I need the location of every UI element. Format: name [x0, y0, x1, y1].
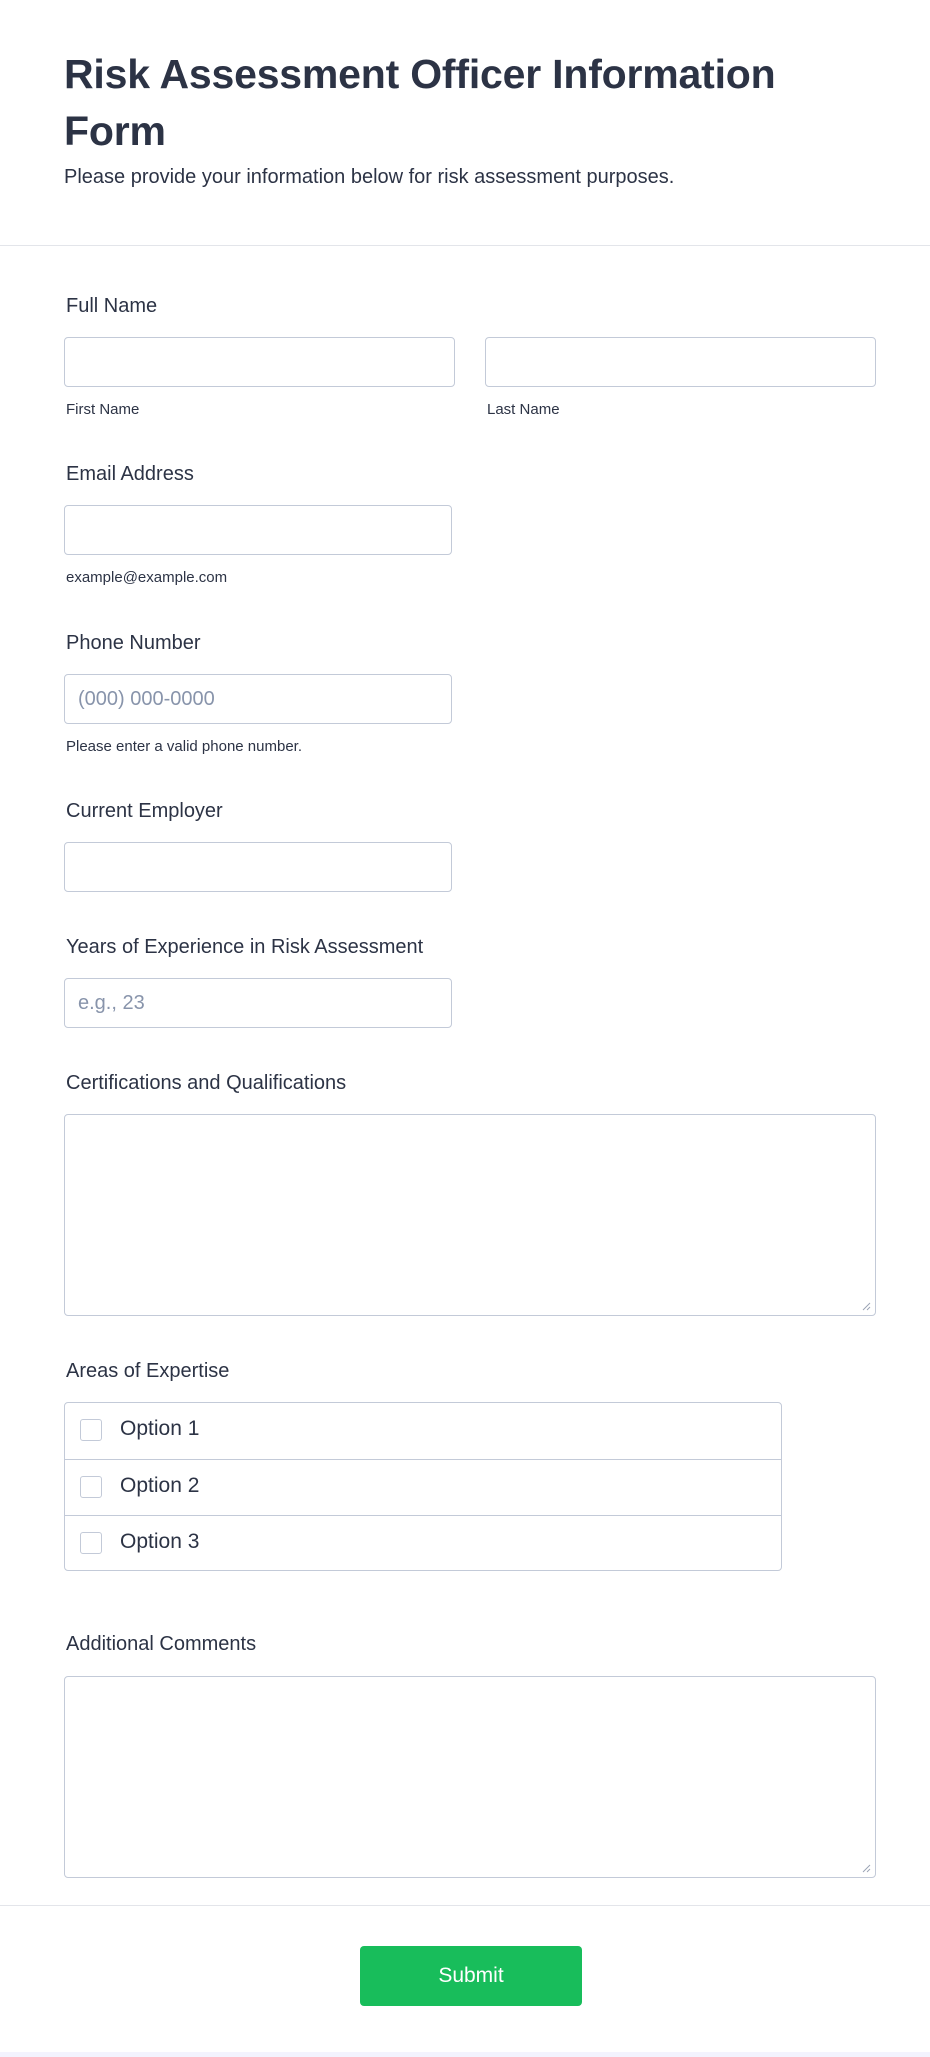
- employer-label: Current Employer: [66, 800, 223, 822]
- last-name-sublabel: Last Name: [487, 401, 560, 418]
- comments-label: Additional Comments: [66, 1633, 257, 1655]
- comments-textarea[interactable]: [64, 1676, 876, 1878]
- first-name-sublabel: First Name: [66, 401, 140, 418]
- email-field[interactable]: [64, 505, 452, 555]
- expertise-option-2[interactable]: [65, 1459, 781, 1516]
- email-sublabel: example@example.com: [66, 569, 228, 586]
- form-header: [0, 0, 930, 246]
- option-label: Option 2: [120, 1474, 200, 1497]
- page-title: Risk Assessment Officer Information Form: [64, 51, 776, 154]
- first-name-input[interactable]: [64, 337, 455, 387]
- email-label: Email Address: [66, 463, 194, 485]
- full-name-label: Full Name: [66, 295, 158, 317]
- checkbox-icon[interactable]: [80, 1532, 102, 1554]
- phone-sublabel: Please enter a valid phone number.: [66, 738, 302, 755]
- expertise-label: Areas of Expertise: [66, 1360, 230, 1382]
- last-name-input[interactable]: [485, 337, 876, 387]
- phone-label: Phone Number: [66, 632, 201, 654]
- employer-field[interactable]: [64, 842, 452, 892]
- resize-grip-icon[interactable]: [861, 1863, 871, 1873]
- checkbox-icon[interactable]: [80, 1476, 102, 1498]
- expertise-checkbox-group: [64, 1402, 782, 1571]
- phone-field[interactable]: (000) 000-0000: [64, 674, 452, 724]
- submit-button[interactable]: Submit: [360, 1946, 582, 2006]
- form-footer: [0, 1905, 930, 2053]
- expertise-option-1[interactable]: [65, 1403, 781, 1459]
- certifications-textarea[interactable]: [64, 1114, 876, 1316]
- page-subtitle: Please provide your information below for risk assessment purposes.: [64, 166, 675, 188]
- checkbox-icon[interactable]: [80, 1419, 102, 1441]
- experience-label: Years of Experience in Risk Assessment: [66, 936, 424, 958]
- experience-field[interactable]: e.g., 23: [64, 978, 452, 1028]
- option-label: Option 1: [120, 1417, 200, 1440]
- option-label: Option 3: [120, 1530, 200, 1553]
- certifications-label: Certifications and Qualifications: [66, 1072, 347, 1094]
- resize-grip-icon[interactable]: [861, 1301, 871, 1311]
- expertise-option-3[interactable]: [65, 1515, 781, 1572]
